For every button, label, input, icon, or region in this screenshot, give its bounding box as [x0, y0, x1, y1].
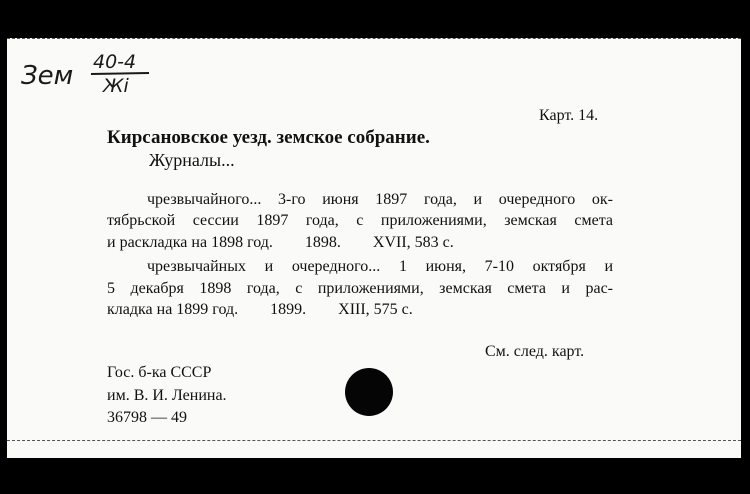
bottom-perforation — [7, 440, 741, 441]
handwritten-shelfmark — [19, 46, 159, 98]
entry-2-line-2: 5 декабря 1898 года, с приложениями, земская смета и рас- — [107, 280, 613, 297]
library-line-3: 36798 — 49 — [107, 409, 187, 426]
shelfmark-denominator: Жі — [103, 75, 129, 97]
shelfmark-fraction-bar — [91, 73, 149, 74]
shelfmark-numerator: 40-4 — [93, 51, 137, 73]
library-line-1: Гос. б-ка СССР — [107, 364, 212, 381]
library-line-2: им. В. И. Ленина. — [107, 387, 227, 404]
entry-2-line-1: чрезвычайных и очередного... 1 июня, 7-10 октября и — [147, 258, 613, 275]
see-next-card: См. след. карт. — [485, 343, 585, 360]
card-number: Карт. 14. — [539, 107, 599, 124]
entry-1-line-3: и раскладка на 1898 год. 1898. XVII, 583 с. — [107, 234, 454, 251]
entry-1-line-2: тябрьской сессии 1897 года, с приложениями, земская смета — [107, 212, 613, 229]
entry-1-line-1: чрезвычайного... 3-го июня 1897 года, и очередного ок- — [147, 191, 613, 208]
shelfmark-prefix: Зем — [21, 61, 74, 91]
card-subtitle: Журналы... — [149, 150, 235, 170]
entry-2-line-3: кладка на 1899 год. 1899. XIII, 575 с. — [107, 301, 413, 318]
catalog-card — [7, 38, 741, 458]
punch-hole — [345, 368, 393, 416]
top-perforation — [7, 38, 741, 39]
card-title: Кирсановское уезд. земское собрание. — [107, 127, 430, 148]
